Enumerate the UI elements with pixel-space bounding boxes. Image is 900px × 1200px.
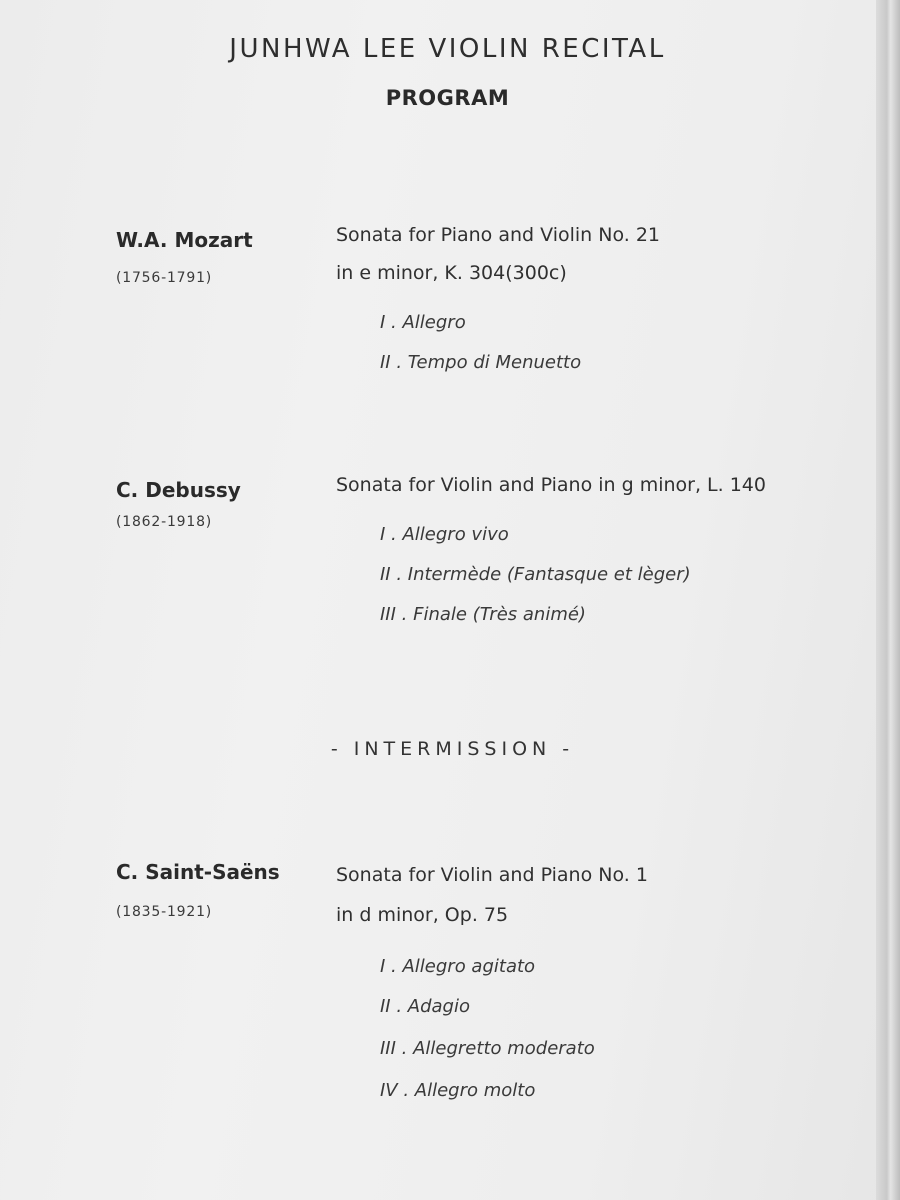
- composer-name: W.A. Mozart: [116, 228, 253, 252]
- movement: II . Adagio: [380, 996, 470, 1017]
- movement: IV . Allegro molto: [380, 1080, 536, 1101]
- movement: III . Allegretto moderato: [380, 1038, 595, 1059]
- composer-years: (1835-1921): [116, 904, 213, 920]
- movement: II . Intermède (Fantasque et lèger): [380, 564, 691, 585]
- movement: III . Finale (Très animé): [380, 604, 586, 625]
- intermission-label: - INTERMISSION -: [330, 738, 575, 760]
- movement: I . Allegro vivo: [380, 524, 509, 545]
- movement: II . Tempo di Menuetto: [380, 352, 582, 373]
- composer-years: (1756-1791): [116, 270, 213, 286]
- page-edge: [876, 0, 900, 1200]
- composer-name: C. Debussy: [116, 478, 241, 502]
- program-heading: PROGRAM: [385, 86, 510, 110]
- work-title: Sonata for Violin and Piano in g minor, L. 140: [336, 474, 766, 496]
- work-key: in d minor, Op. 75: [336, 904, 509, 926]
- work-title: Sonata for Violin and Piano No. 1: [336, 864, 648, 886]
- composer-name: C. Saint-Saëns: [116, 860, 280, 884]
- work-key: in e minor, K. 304(300c): [336, 262, 567, 284]
- movement: I . Allegro: [380, 312, 466, 333]
- composer-years: (1862-1918): [116, 514, 213, 530]
- recital-title: JUNHWA LEE VIOLIN RECITAL: [229, 34, 666, 64]
- movement: I . Allegro agitato: [380, 956, 536, 977]
- work-title: Sonata for Piano and Violin No. 21: [336, 224, 661, 246]
